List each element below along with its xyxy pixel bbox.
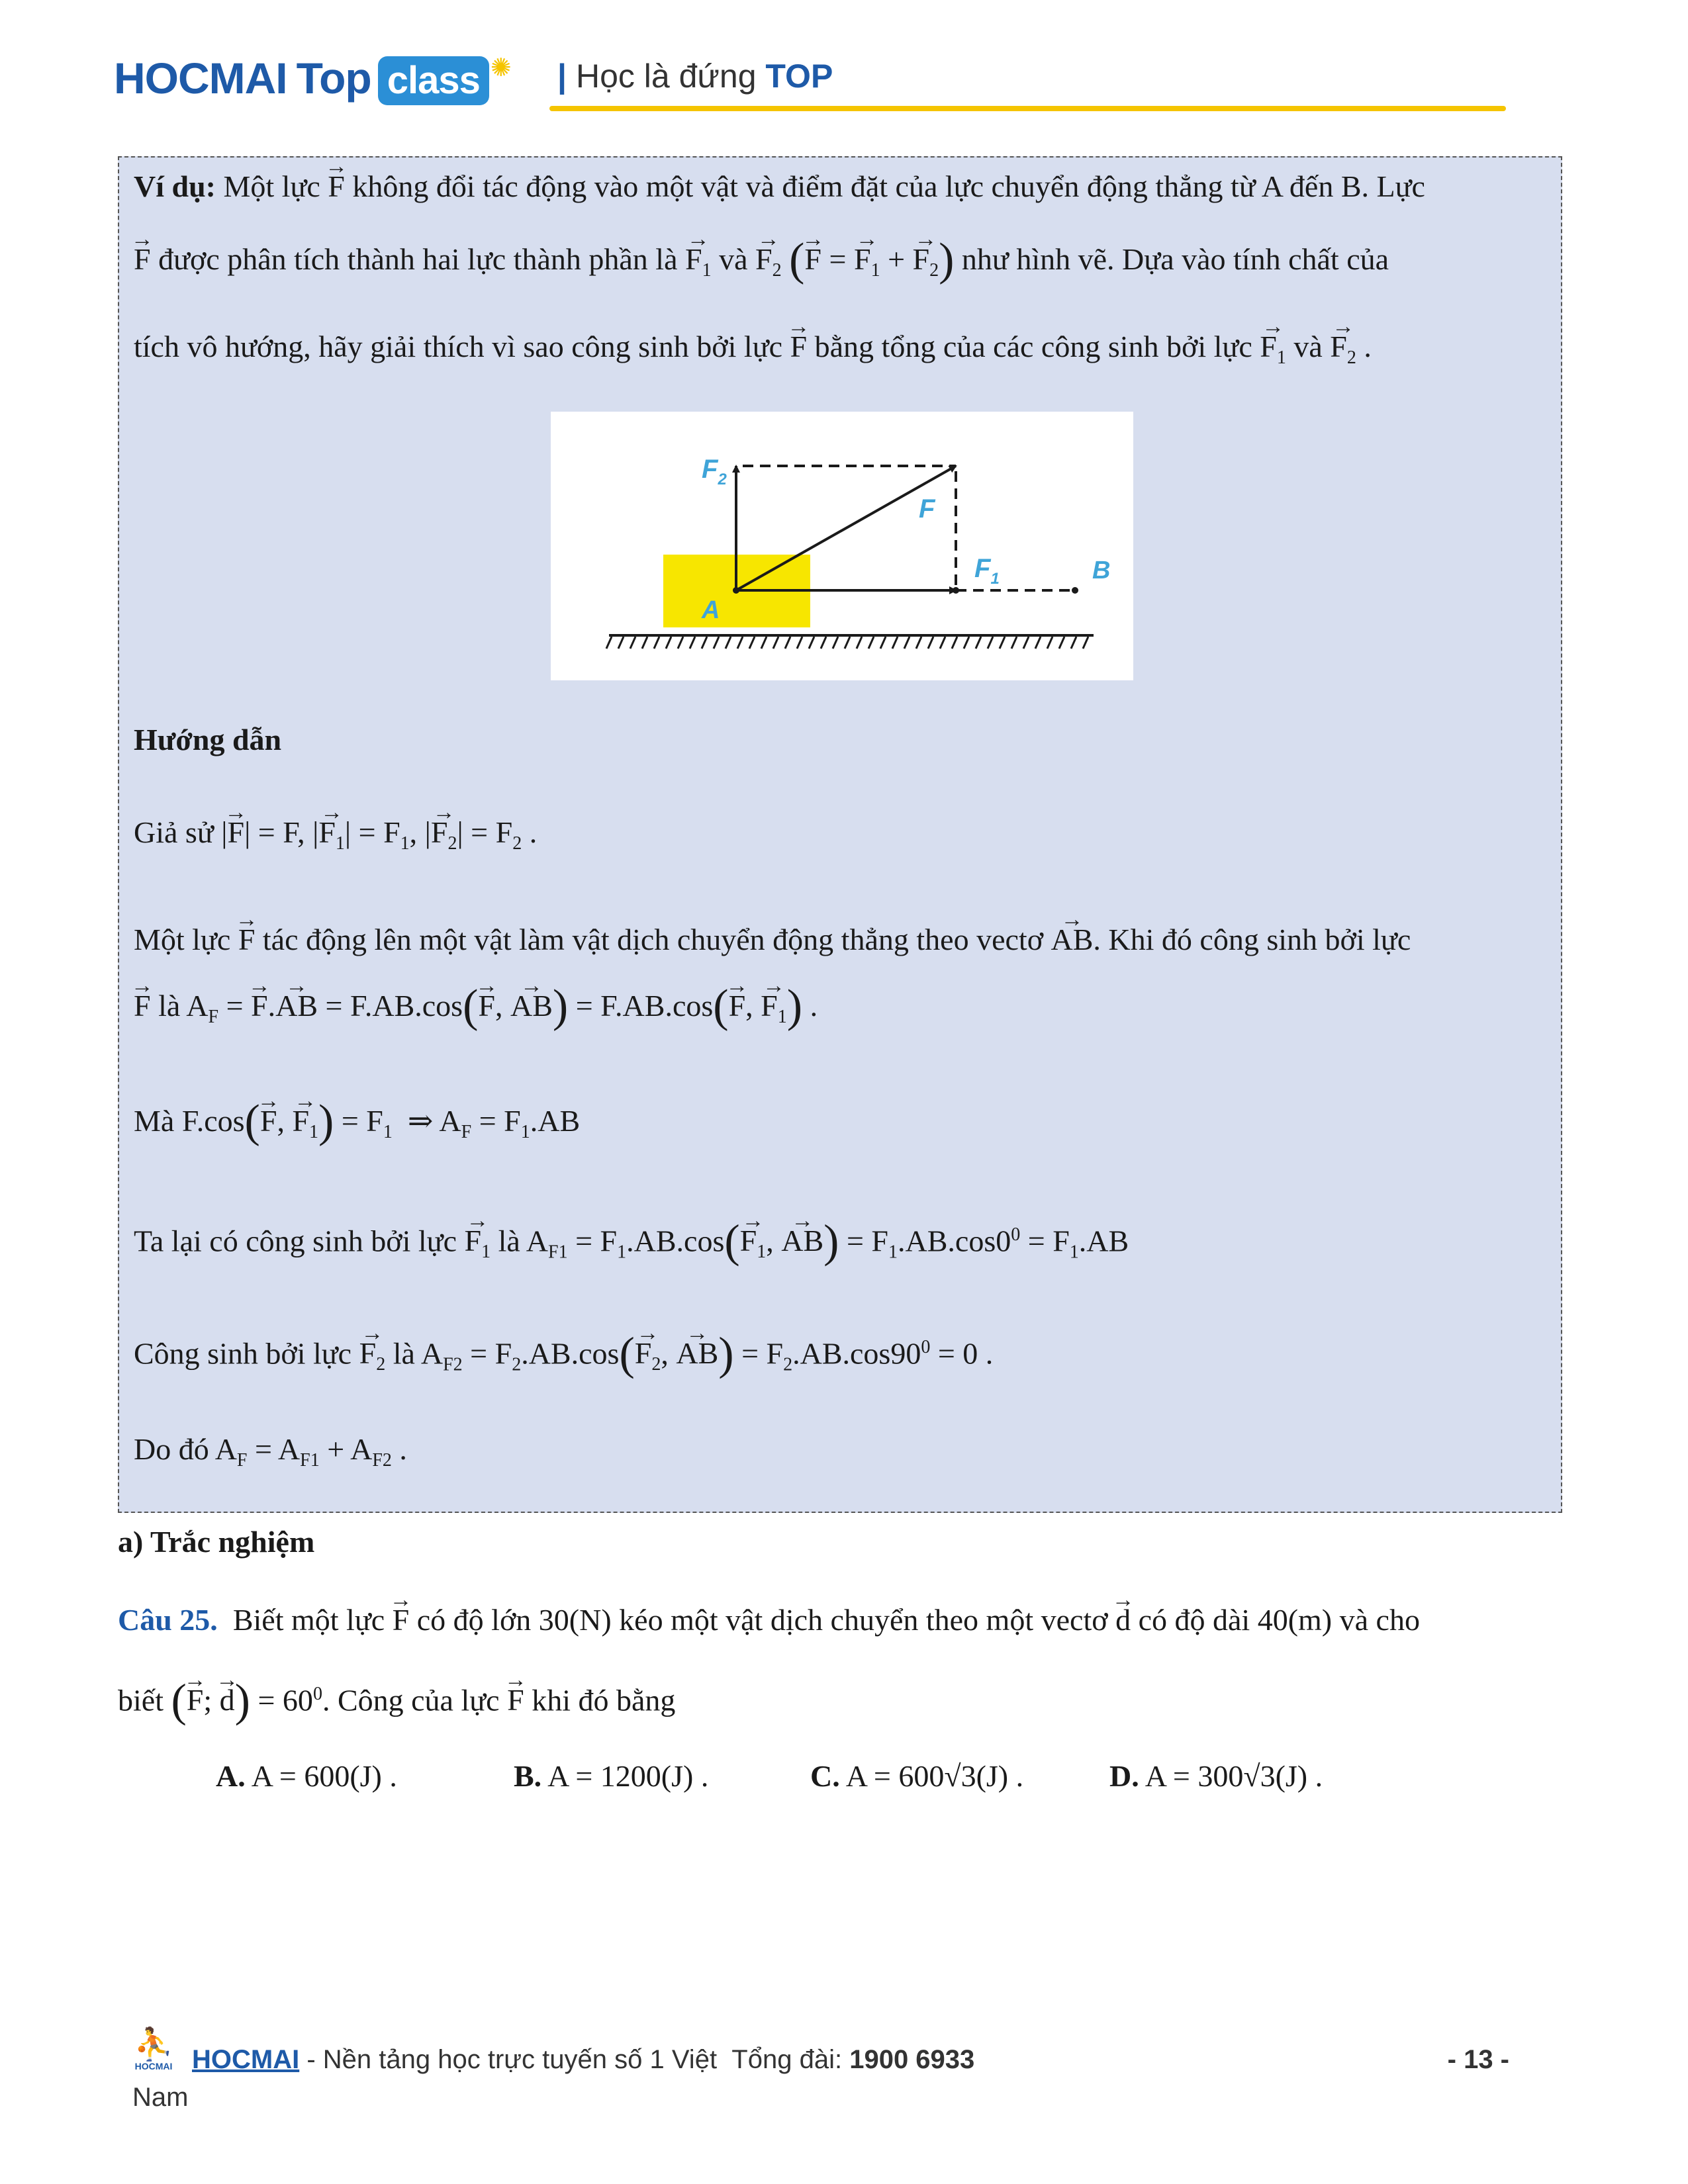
vec-letter: F — [685, 242, 702, 276]
force-diagram — [551, 412, 1133, 680]
vector-AB: → AB — [275, 986, 318, 1026]
vector-F: → F — [393, 1600, 410, 1640]
paren: ( — [724, 1216, 740, 1267]
point-F1-tip — [953, 587, 959, 594]
solution-heading: Hướng dẫn — [134, 723, 282, 756]
question-line-2: biết (→ F; → $d) = 60^0$. Công của lực → F khi đó bằng — [118, 1674, 675, 1721]
hocmai-topclass-logo — [114, 53, 511, 105]
point-A — [733, 587, 739, 594]
question-line-1 — [118, 1600, 1420, 1640]
slogan-text: Học là đứng — [576, 58, 757, 95]
vector-F: → F — [729, 986, 746, 1026]
label-F1: $F_1$ — [974, 554, 1000, 588]
vec-letter: F — [912, 242, 930, 276]
footer-hotline: 1900 6933 — [849, 2045, 975, 2074]
point-B — [1072, 587, 1078, 594]
ground-hatch — [606, 637, 1088, 649]
vec-sub: 2 — [772, 260, 782, 281]
solution-text: là — [158, 989, 181, 1023]
vector-F1: → $F_1$ — [292, 1101, 318, 1152]
slogan — [557, 57, 833, 95]
example-text: Một lực — [223, 169, 320, 203]
header-underline — [549, 106, 1506, 111]
paren: ( — [463, 981, 479, 1032]
question-text: biết — [118, 1683, 164, 1717]
label-A: A — [702, 596, 720, 624]
solution-text: . Khi đó công sinh bởi lực — [1093, 923, 1411, 956]
label-B: B — [1092, 557, 1111, 584]
solution-assume: Giả sử |→ F| = F, |→ $F_1| = F_1$, |→ $F_2| = F_2$ . — [134, 813, 537, 864]
page-number: - 13 - — [1447, 2045, 1509, 2074]
example-line-3: tích vô hướng, hãy giải thích vì sao công sinh bởi lực → F bằng tổng của các công sinh bởi lực → $F_1$ và → $F_2$ . — [134, 327, 1372, 378]
example-text: bằng tổng của các công sinh bởi lực — [814, 330, 1252, 363]
vector-F: → F — [328, 167, 345, 206]
vector-F: → F — [804, 240, 821, 279]
people-icon: ⛹ — [134, 2027, 173, 2062]
option-A[interactable] — [216, 1756, 397, 1796]
logo-main: HOCMAI — [114, 54, 287, 103]
option-value: A = 300√3(J) . — [1145, 1759, 1323, 1793]
example-text: và — [1293, 330, 1323, 363]
vec-letter: F — [853, 242, 871, 276]
question-text: khi đó bằng — [532, 1683, 676, 1717]
paren: ) — [939, 234, 955, 285]
example-text: tích vô hướng, hãy giải thích vì sao công sinh bởi lực — [134, 330, 783, 363]
example-text: như hình vẽ. Dựa vào tính chất của — [961, 242, 1389, 276]
vector-F2: → $F_2$ — [431, 813, 457, 864]
vector-F: → F — [227, 813, 244, 852]
solution-text: tác động lên một vật làm vật dịch chuyển động thẳng theo vectơ — [262, 923, 1044, 956]
option-value: A = 1200(J) . — [547, 1759, 709, 1793]
vector-F: → F — [790, 327, 808, 367]
solution-text: Mà — [134, 1104, 175, 1138]
vector-F2: → $F_2$ — [359, 1334, 386, 1385]
vec-letter: F — [1260, 330, 1277, 363]
vector-AB: → AB — [781, 1221, 823, 1261]
option-B[interactable] — [514, 1756, 708, 1796]
example-line-1 — [134, 167, 1425, 206]
footer-logo-text: HOCMAI — [134, 2061, 173, 2071]
vector-AB: → AB — [676, 1334, 718, 1373]
option-label: D. — [1109, 1759, 1139, 1793]
solution-line-force — [134, 920, 1411, 960]
footer-line — [132, 2045, 1509, 2075]
solution-text: Công sinh bởi lực — [134, 1336, 352, 1371]
solution-text: là — [498, 1224, 520, 1258]
force-diagram-svg — [551, 412, 1133, 680]
example-label: Ví dụ: — [134, 169, 216, 203]
option-D[interactable] — [1109, 1756, 1323, 1796]
solution-ma: Mà F.cos(→ F, → $F_1) = F_1$ ⇒ $A_F = F_1.AB$ — [134, 1101, 580, 1152]
paren: ) — [552, 981, 569, 1032]
paren: ) — [718, 1328, 734, 1380]
vector-F1 — [854, 240, 880, 291]
question-number: Câu 25. — [118, 1603, 218, 1637]
paren: ( — [171, 1675, 187, 1727]
footer — [132, 2045, 1509, 2113]
question-text: có độ dài — [1138, 1603, 1250, 1637]
solution-text: Do đó — [134, 1432, 209, 1466]
vec-sub: 1 — [1276, 347, 1286, 369]
solution-text: Một lực — [134, 923, 231, 956]
paren: ) — [823, 1216, 839, 1267]
option-label: C. — [810, 1759, 840, 1793]
logo-class: class — [378, 56, 489, 105]
footer-hotline-label: Tổng đài: — [731, 2045, 843, 2074]
vec-letter: F — [1330, 330, 1347, 363]
paren: ( — [713, 981, 729, 1032]
vector-F1: → $F_1$ — [740, 1221, 767, 1272]
vector-F: → F — [478, 986, 495, 1026]
section-title: a) Trắc nghiệm — [118, 1525, 315, 1559]
example-text: và — [719, 242, 748, 276]
example-line-2: → F được phân tích thành hai lực thành phần là → $F_1$ và → $F_2$ (→ F = → $F_1$ + → $F_2$) như hình vẽ. Dựa vào tính chất của — [134, 240, 1389, 291]
question-magnitude: 30(N) — [538, 1603, 612, 1637]
vector-F2 — [1330, 327, 1356, 378]
paren: ) — [234, 1675, 250, 1727]
vector-d: → d — [220, 1680, 235, 1720]
footer-brand-link[interactable]: HOCMAI — [192, 2045, 300, 2074]
vec-sub: 1 — [702, 260, 712, 281]
solution-text: là — [393, 1336, 415, 1371]
option-value: A = 600(J) . — [251, 1759, 397, 1793]
question-text: có độ lớn — [416, 1603, 532, 1637]
question-text: kéo một vật dịch chuyển theo một vectơ — [619, 1603, 1108, 1637]
option-value: A = 600√3(J) . — [845, 1759, 1024, 1793]
vector-F2: → $F_2$ — [635, 1334, 661, 1385]
paren: ( — [244, 1096, 260, 1147]
paren: ( — [619, 1328, 635, 1380]
vector-F1: → $F_1$ — [761, 986, 787, 1037]
vec-sub: 2 — [1346, 347, 1356, 369]
vector-AB: → AB — [1051, 920, 1094, 960]
example-text: được phân tích thành hai lực thành phần là — [158, 242, 678, 276]
vector-F1 — [1260, 327, 1286, 378]
vector-F: → F — [187, 1680, 204, 1720]
vector-F1 — [685, 240, 712, 291]
question-text: . Công của lực — [322, 1683, 500, 1717]
vec-letter: F — [755, 242, 773, 276]
solution-work-F2: Công sinh bởi lực → $F_2$ là $A_{F2} = F_2.AB.\cos(\to F_2$, → $AB) = F_2.AB.\cos 90^0 = 0$ . — [134, 1328, 993, 1385]
vector-F: → F — [260, 1101, 277, 1141]
question-text: và cho — [1339, 1603, 1420, 1637]
solution-text: Giả sử — [134, 815, 214, 849]
label-F2: $F_2$ — [702, 455, 727, 488]
logo-top: Top — [296, 54, 371, 103]
vector-d: → d — [1115, 1600, 1131, 1640]
vector-F1: → $F_1$ — [465, 1221, 491, 1272]
vec-sub: 1 — [870, 260, 880, 281]
vector-F2 — [913, 240, 939, 291]
option-label: B. — [514, 1759, 542, 1793]
vector-F: → F — [251, 986, 268, 1026]
vec-sub: 2 — [929, 260, 939, 281]
paren: ) — [786, 981, 803, 1032]
vector-F: → F — [134, 986, 151, 1026]
slogan-divider: | — [557, 58, 567, 95]
example-text: không đổi tác động vào một vật và điểm đặt của lực chuyển động thẳng từ A đến B. Lực — [352, 169, 1425, 203]
vector-F1: → $F_1$ — [318, 813, 345, 864]
sun-icon: ✺ — [490, 54, 511, 82]
vector-F: → F — [507, 1680, 524, 1720]
option-C[interactable] — [810, 1756, 1023, 1796]
question-length: 40(m) — [1257, 1603, 1333, 1637]
vector-F-arrow — [736, 466, 956, 590]
paren: ( — [789, 234, 805, 285]
slogan-highlight: TOP — [765, 58, 833, 95]
solution-text: Ta lại có công sinh bởi lực — [134, 1224, 457, 1258]
solution-conclusion: Do đó $A_F = A_{F1} + A_{F2}$ . — [134, 1432, 407, 1471]
footer-wrap: Nam — [132, 2083, 189, 2112]
footer-tagline: - Nền tảng học trực tuyến số 1 Việt — [306, 2045, 718, 2074]
option-label: A. — [216, 1759, 246, 1793]
vector-AB: → AB — [510, 986, 553, 1026]
vector-F2 — [755, 240, 782, 291]
paren: ) — [318, 1096, 334, 1147]
vector-F: → F — [238, 920, 256, 960]
solution-work-F: → F là $A_F$ = → F.→ AB = F.AB.cos(→ F, → AB) = F.AB.cos(→ F, → $F_1$) . — [134, 986, 818, 1037]
label-F: F — [919, 494, 935, 523]
question-text: Biết một lực — [232, 1603, 385, 1637]
vector-F: → F — [134, 240, 151, 279]
solution-work-F1: Ta lại có công sinh bởi lực → $F_1$ là $A_{F1} = F_1.AB.\cos(\to F_1$, → $AB) = F_1.AB.\cos 0^0 = F_1.AB$ — [134, 1215, 1129, 1273]
